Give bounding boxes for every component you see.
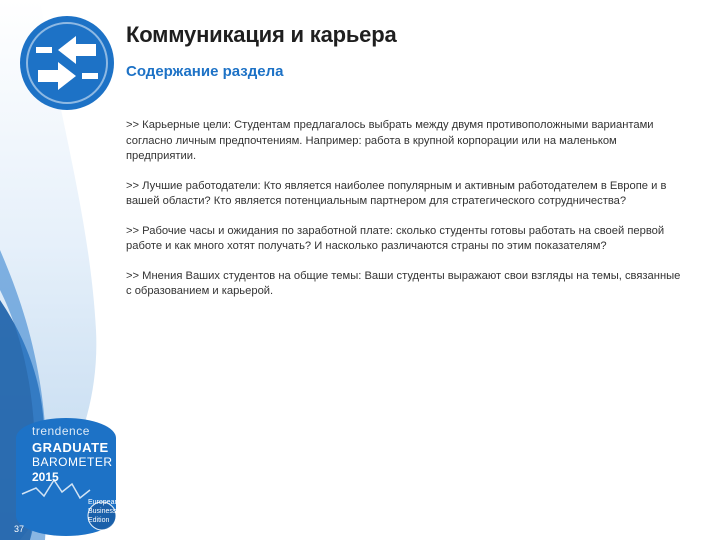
sidebar-decoration	[0, 0, 118, 540]
barometer-edition: European Business Edition	[88, 499, 119, 524]
page-title: Коммуникация и карьера	[126, 22, 397, 47]
content-item-student-opinions: >> Мнения Ваших студентов на общие темы: Ваши студенты выражают свои взгляды на темы, связанные с образованием и карьерой.	[126, 269, 681, 297]
double-arrow-exchange-icon	[18, 14, 116, 112]
page-number: 37	[14, 524, 25, 534]
content-item-working-hours: >> Рабочие часы и ожидания по заработной плате: сколько студенты готовы работать на своей первой работе и как много хотят получать? И насколько различаются страны по этим показателям?	[126, 224, 665, 252]
graduate-barometer-logo	[16, 418, 119, 536]
section-content	[126, 118, 686, 314]
barometer-year: 2015	[32, 470, 59, 484]
barometer-title-line2: BAROMETER	[32, 455, 113, 469]
barometer-brand: trendence	[32, 424, 90, 438]
content-item-top-employers: >> Лучшие работодатели: Кто является наиболее популярным и активным работодателем в Европе и в вашей области? Кто является потенциальным партнером для стратегического сотрудничества?	[126, 179, 667, 207]
section-subtitle: Содержание раздела	[126, 63, 284, 80]
barometer-title-line1: GRADUATE	[32, 440, 109, 455]
content-item-career-goals: >> Карьерные цели: Студентам предлагалось выбрать между двумя противоположными вариантами согласно личным предпочтениям. Например: работа в крупной корпорации или на маленьком предприятии.	[126, 119, 654, 162]
